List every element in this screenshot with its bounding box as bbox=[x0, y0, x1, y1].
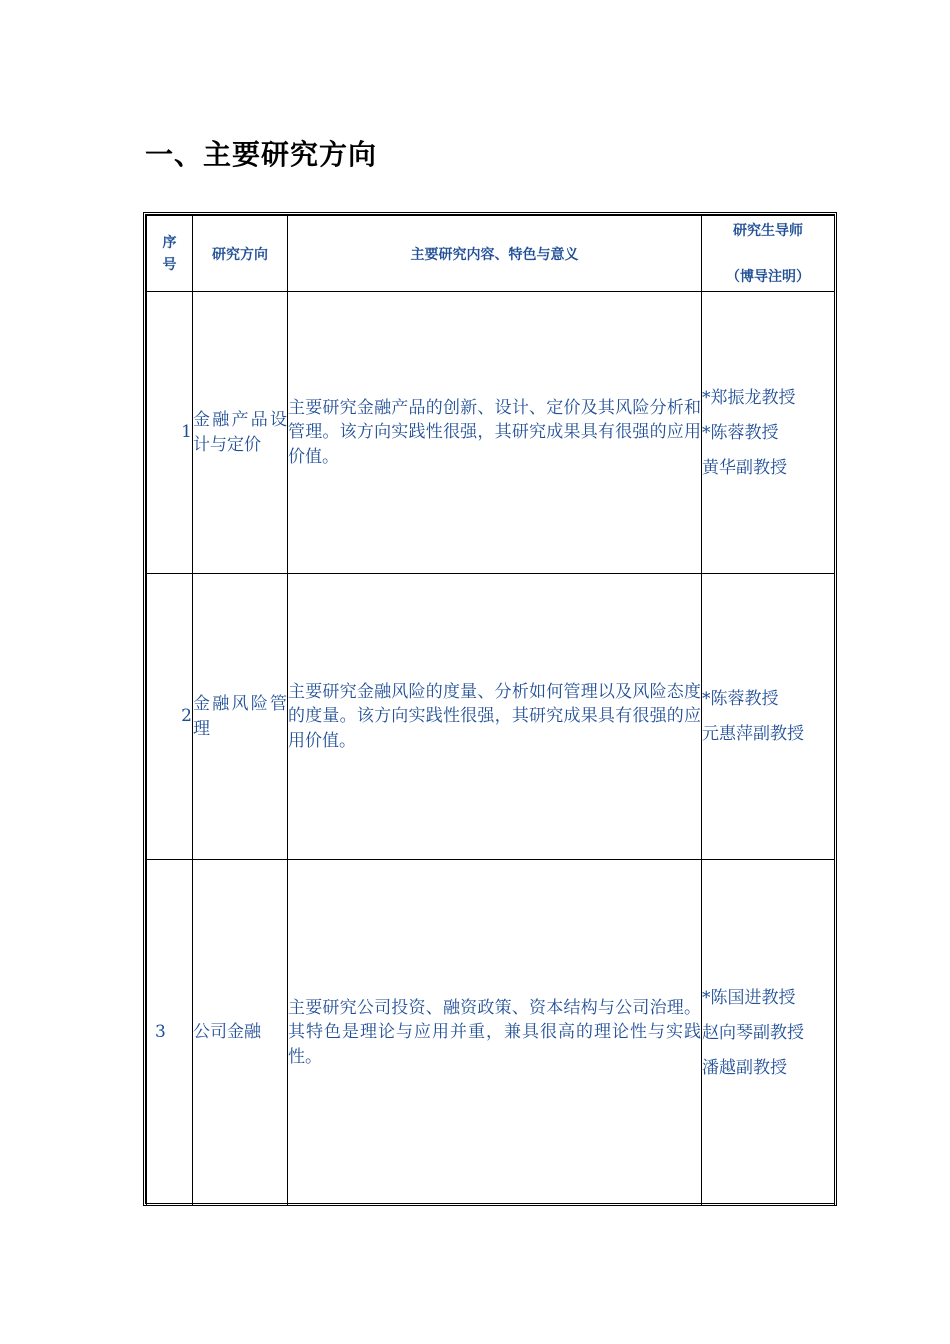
row-direction: 公司金融 bbox=[193, 860, 288, 1206]
row-content: 主要研究金融风险的度量、分析如何管理以及风险态度的度量。该方向实践性很强，其研究成果具有很强的应用价值。 bbox=[288, 574, 702, 860]
row-content: 主要研究公司投资、融资政策、资本结构与公司治理。其特色是理论与应用并重，兼具很高的理论性与实践性。 bbox=[288, 860, 702, 1206]
header-mentor bbox=[702, 216, 835, 292]
row-direction: 金融风险管理 bbox=[193, 574, 288, 860]
row-mentors bbox=[702, 860, 835, 1206]
mentor-name: 元惠萍副教授 bbox=[702, 724, 804, 744]
mentor-name: *陈蓉教授 bbox=[702, 422, 779, 443]
header-seq-label: 序号 bbox=[162, 234, 177, 273]
mentor-name: 赵向琴副教授 bbox=[702, 1022, 804, 1043]
row-seq: 3 bbox=[147, 860, 193, 1206]
mentor-name: 潘越副教授 bbox=[702, 1057, 787, 1078]
row-direction: 金融产品设计与定价 bbox=[193, 292, 288, 574]
header-content: 主要研究内容、特色与意义 bbox=[288, 216, 702, 292]
row-seq: 2 bbox=[147, 574, 193, 860]
research-direction-table bbox=[146, 215, 835, 1206]
row-mentors bbox=[702, 574, 835, 860]
row-seq: 1 bbox=[147, 292, 193, 574]
table-header-row bbox=[147, 216, 835, 292]
mentor-name: 黄华副教授 bbox=[702, 457, 787, 478]
header-direction: 研究方向 bbox=[193, 216, 288, 292]
row-mentors bbox=[702, 292, 835, 574]
header-seq bbox=[147, 216, 193, 292]
table-row bbox=[147, 574, 835, 860]
table-row bbox=[147, 292, 835, 574]
row-content: 主要研究金融产品的创新、设计、定价及其风险分析和管理。该方向实践性很强，其研究成果具有很强的应用价值。 bbox=[288, 292, 702, 574]
mentor-name: *陈蓉教授 bbox=[702, 689, 779, 709]
header-mentor-line1: 研究生导师 bbox=[733, 222, 803, 239]
table-row bbox=[147, 860, 835, 1206]
page-title: 一、主要研究方向 bbox=[145, 138, 378, 171]
mentor-name: *陈国进教授 bbox=[702, 987, 796, 1008]
header-mentor-line2: （博导注明） bbox=[726, 268, 810, 285]
research-direction-table-frame bbox=[143, 212, 837, 1206]
mentor-name: *郑振龙教授 bbox=[702, 387, 796, 408]
